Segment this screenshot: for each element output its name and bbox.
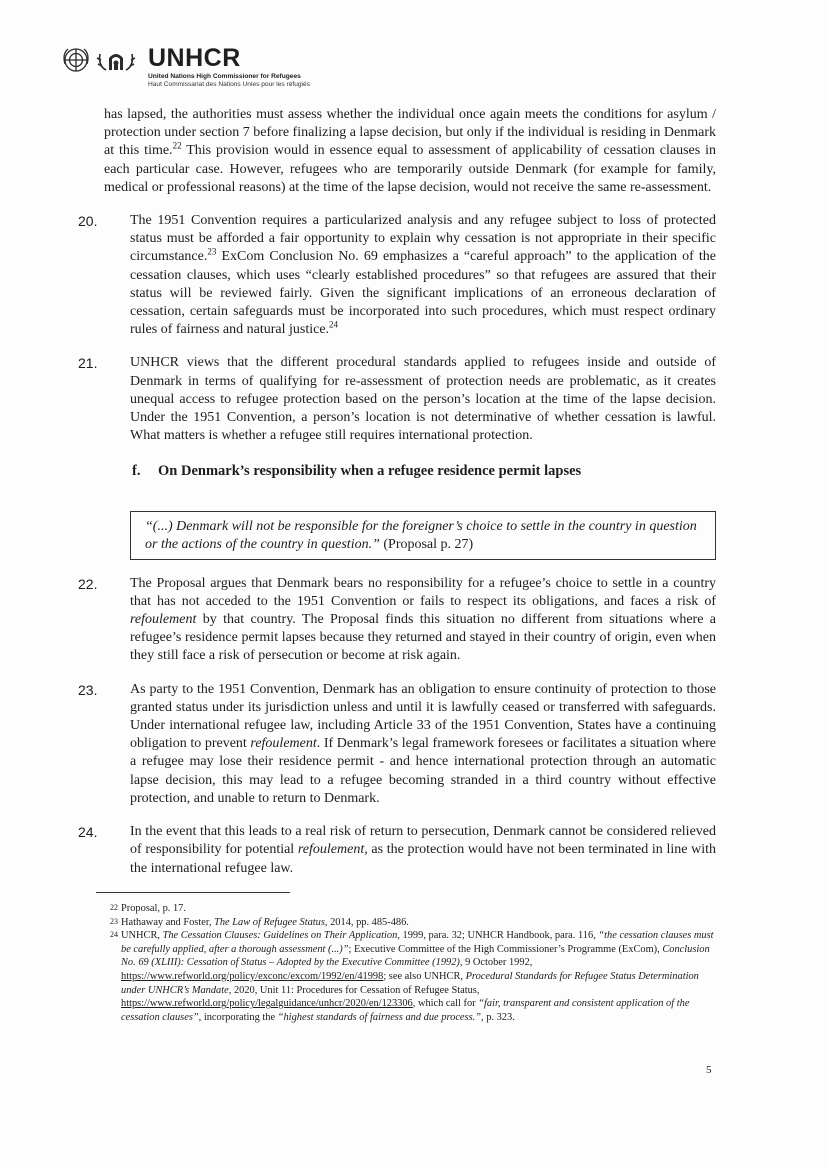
document-body — [78, 106, 716, 878]
section-heading — [132, 462, 716, 480]
refworld-link-procedural-standards[interactable]: https://www.refworld.org/policy/legalguidance/unhcr/2020/en/123306 — [121, 998, 413, 1010]
quote-box — [130, 511, 716, 560]
quote-text: “(...) Denmark will not be responsible for the foreigner’s choice to settle in the country in question or the actions of the country in question.” — [145, 518, 697, 552]
quote-source: (Proposal p. 27) — [379, 536, 474, 552]
paragraph-number: 24. — [78, 824, 98, 841]
page-number: 5 — [706, 1064, 712, 1076]
paragraph-number: 20. — [78, 213, 98, 230]
footnote-23: 23 Hathaway and Foster, The Law of Refugee Status, 2014, pp. 485-486. — [110, 916, 409, 928]
paragraph-24: 24. In the event that this leads to a real risk of return to persecution, Denmark cannot be considered relieved of responsibility for potential refoulement, as the protection would have not been terminated in line with the international refugee law. — [78, 824, 716, 876]
agency-name-en: United Nations High Commissioner for Refugees — [148, 73, 301, 80]
footnote-22: 22 Proposal, p. 17. — [110, 903, 186, 914]
section-letter: f. — [132, 463, 141, 480]
refworld-link-excom[interactable]: https://www.refworld.org/policy/exconc/excom/1992/en/41998 — [121, 970, 384, 982]
paragraph-23: 23. As party to the 1951 Convention, Denmark has an obligation to ensure continuity of protection to those granted status under its jurisdiction unless and until it is lawfully ceased or transferred with safeguards. Under international refugee law, including Article 33 of the 1951 Convention, States have a continuing obligation to prevent refoulement. If Denmark’s legal framework foresees or facilitates a situation where a refugee may lose their residence permit - and hence international protection through an automatic lapse decision, this may lead to a refugee becoming stranded in a third country without effective protection, and unable to return to Denmark. — [78, 681, 716, 806]
footnote-24: 24 UNHCR, The Cessation Clauses: Guidelines on Their Application, 1999, para. 32; UNHCR Handbook, para. 116, “the cessation clauses must be carefully applied, after a thorough assessment (...)”; Executive Committee of the High Commissioner’s Programme (ExCom), Conclusion No. 69 (XLIII): Cessation of Status – Adopted by the Executive Committee (1992), 9 October 1992, https://www.refworld.org/policy/exconc/excom/1992/en/41998; see also UNHCR, Procedural Standards for Refugee Status Determination under UNHCR’s Mandate, 2020, Unit 11: Procedures for Cessation of Refugee Status, https://www.refworld.org/policy/legalguidance/unhcr/2020/en/123306, which call for “fair, transparent and consistent application of the cessation clauses”, incorporating the “highest standards of fairness and due process.”, p. 323. — [110, 930, 714, 1023]
paragraph-20: 20. The 1951 Convention requires a particularized analysis and any refugee subject to loss of protected status must be afforded a fair opportunity to explain why cessation is not appropriate in their specific circumstance.$^{23}$ ExCom Conclusion No. 69 emphasizes a “careful approach” to the application of the cessation clauses, which uses “clearly established procedures” so that refugees are assured that their status will be reviewed fairly. Given the significant implications of an erroneous declaration of cessation, certain safeguards must be incorporated into such procedures, which must respect ordinary rules of fairness and natural justice.$^{24}$ — [78, 213, 716, 338]
footnote-ref-24[interactable]: 24 — [329, 319, 339, 330]
paragraph-number: 23. — [78, 681, 98, 698]
brand-wordmark: UNHCR — [148, 44, 241, 72]
footnote-ref-22[interactable]: 22 — [172, 140, 182, 151]
section-title: On Denmark’s responsibility when a refugee residence permit lapses — [158, 463, 582, 480]
paragraph-21: 21. UNHCR views that the different procedural standards applied to refugees inside and outside of Denmark in terms of qualifying for re-assessment of protection needs are problematic, as it creates unequal access to refugee protection based on the person’s location at the time of the lapse decision. Under the 1951 Convention, a person’s location is not determinative of whether cessation is lawful. What matters is whether a refugee still requires international protection. — [78, 355, 716, 444]
footnotes — [110, 902, 718, 1024]
un-emblem-icon — [62, 46, 144, 74]
paragraph-22: 22. The Proposal argues that Denmark bears no responsibility for a refugee’s choice to settle in a country that has not acceded to the 1951 Convention or fails to respect its obligations, and faces a risk of refoulement by that country. The Proposal finds this situation no different from situations where a refugee’s residence permit lapses because they returned and stayed in their country of origin, even when they still face a risk of persecution or become at risk again. — [78, 575, 716, 664]
paragraph-number: 21. — [78, 355, 98, 372]
continued-paragraph: has lapsed, the authorities must assess whether the individual once again meets the conditions for asylum / protection under section 7 before finalizing a lapse decision, but only if the individual is residing in Denmark at this time.$^{22}$ This provision would in essence equal to assessment of applicability of cessation clauses in each particular case. However, refugees who are temporarily outside Denmark (for example for family, medical or professional reasons) at the time of the lapse decision, would not receive the same re-assessment. — [104, 107, 716, 195]
paragraph-number: 22. — [78, 575, 98, 592]
footnote-separator — [96, 892, 290, 893]
footnote-ref-23[interactable]: 23 — [207, 246, 217, 257]
agency-name-fr: Haut Commissariat des Nations Unies pour les réfugiés — [148, 81, 310, 88]
